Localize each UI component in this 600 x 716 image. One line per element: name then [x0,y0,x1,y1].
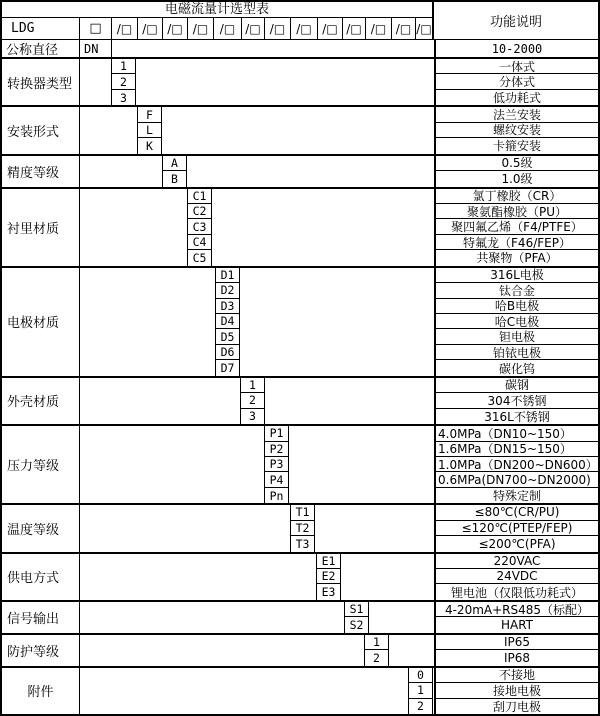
section-label: 温度等级 [2,505,80,551]
function-cell: 304不锈钢 [436,393,598,408]
function-cell: ≤120℃(PTEP/FEP) [436,521,598,536]
code-column [241,378,265,424]
section-label: 压力等级 [2,426,80,503]
function-cell: 钛合金 [436,283,598,298]
function-cell: 聚四氟乙烯（F4/PTFE） [436,219,598,234]
model-slot-box: /□ [343,18,366,39]
function-cell: 哈B电极 [436,299,598,314]
code-column [291,505,315,551]
code-column [138,107,162,153]
function-cell: 0.5级 [436,156,598,171]
code-cell: T2 [291,521,314,536]
function-cell: 特氟龙（F46/FEP） [436,235,598,250]
code-column [365,635,389,666]
function-cell: 低功耗式 [492,91,541,106]
table-title: 电磁流量计选型表 [2,2,432,18]
function-cell: 0.6MPa(DN700~DN2000) [436,472,598,487]
code-cell: F [138,107,161,122]
model-slot-box: /□ [188,18,214,39]
function-column [434,156,598,187]
model-code-row [2,18,432,39]
section-accessory [2,666,598,714]
code-cell: T1 [291,505,314,520]
section-protection [2,633,598,666]
code-cell: P4 [265,472,288,487]
model-slot-box: /□ [416,21,432,36]
code-cell: K [146,138,153,153]
header-left [2,2,434,39]
code-cell: 1 [241,378,264,393]
section-label: 安装形式 [2,107,80,153]
code-cell: A [163,156,186,171]
code-cell: 2 [417,699,424,714]
model-slot-box: /□ [291,18,318,39]
code-cell: 0 [409,668,432,683]
function-cell: 4-20mA+RS485（标配） [436,602,598,617]
section-filler [162,107,434,153]
model-size-box: □ [80,18,112,39]
code-cell: D5 [216,329,239,344]
section-filler [289,426,434,503]
code-cell: P2 [265,442,288,457]
function-cell: 特殊定制 [492,489,541,504]
function-cell: 不接地 [436,668,598,683]
code-cell: 3 [249,409,256,424]
function-cell: 316L电极 [436,268,598,283]
model-prefix: LDG [2,18,80,39]
code-cell: D1 [216,268,239,283]
code-column [345,602,369,633]
section-label: 信号输出 [2,602,80,633]
sections-container [2,57,598,714]
section-filler [187,156,434,187]
code-cell: Pn [269,488,284,503]
code-cell: S2 [349,618,364,633]
diameter-label: 公称直径 [2,40,80,57]
section-temperature [2,503,598,551]
section-indent [80,189,188,266]
section-converter [2,57,598,105]
section-indent [80,156,163,187]
section-filler [389,635,434,666]
model-slot-box: /□ [163,18,188,39]
function-cell: 锂电池（仅限低功耗式） [450,585,583,600]
function-cell: 4.0MPa（DN10~150） [436,426,598,441]
code-cell: 2 [112,74,135,89]
function-cell: 碳化钨 [498,361,535,376]
model-slot-box: /□ [265,18,291,39]
section-filler [136,59,434,105]
function-column [434,426,598,503]
diameter-row [2,39,598,57]
code-column [317,554,341,600]
code-cell: D6 [216,345,239,360]
function-column [434,668,598,714]
table-header-band [2,2,598,39]
function-column [434,378,598,424]
function-cell: 氯丁橡胶（CR） [436,189,598,204]
section-filler [265,378,434,424]
section-indent [80,602,345,633]
model-slot-box: /□ [138,18,163,39]
function-cell: 卡箍安装 [492,139,541,154]
function-column [434,554,598,600]
section-label: 精度等级 [2,156,80,187]
section-indent [80,505,291,551]
code-cell: T3 [295,536,310,551]
section-label: 供电方式 [2,554,80,600]
section-indent [80,635,365,666]
function-cell: 接地电极 [436,683,598,698]
code-column [216,268,240,376]
function-cell: ≤80℃(CR/PU) [436,505,598,520]
section-indent [80,554,317,600]
diameter-function: 10-2000 [434,40,598,57]
function-cell: 分体式 [436,74,598,89]
code-cell: P3 [265,457,288,472]
section-indent [80,378,241,424]
code-cell: P1 [265,426,288,441]
function-cell: 316L不锈钢 [484,409,550,424]
section-label: 衬里材质 [2,189,80,266]
function-cell: 1.0级 [501,172,533,187]
model-slot-box: /□ [366,18,392,39]
diameter-filler [112,40,434,57]
function-cell: 24VDC [436,569,598,584]
code-column [112,59,136,105]
code-cell: D3 [216,299,239,314]
model-slot-boxes [112,18,432,39]
code-cell: 1 [112,59,135,74]
section-indent [80,668,409,714]
function-cell: ≤200℃(PFA) [478,536,556,551]
section-signal [2,600,598,633]
section-indent [80,268,216,376]
function-cell: IP65 [436,635,598,650]
model-slot-box: /□ [392,18,416,39]
function-cell: 铂铱电极 [436,345,598,360]
diameter-code: DN [80,40,112,57]
section-electrode [2,266,598,376]
section-label: 防护等级 [2,635,80,666]
code-column [188,189,212,266]
function-column [434,59,598,105]
code-column [265,426,289,503]
code-cell: 3 [120,90,127,105]
section-filler [341,554,434,600]
code-cell: 1 [409,683,432,698]
function-cell: 1.0MPa（DN200~DN600） [438,457,598,472]
section-filler [369,602,434,633]
function-column [434,268,598,376]
section-lining [2,187,598,266]
code-cell: D4 [216,314,239,329]
code-cell: C1 [188,189,211,204]
code-cell: E1 [317,554,340,569]
section-filler [315,505,434,551]
code-cell: E3 [321,585,336,600]
code-cell: D7 [220,361,235,376]
function-cell: 聚氨酯橡胶（PU） [436,204,598,219]
section-installation [2,105,598,153]
section-filler [212,189,434,266]
function-column [434,189,598,266]
code-cell: C4 [188,235,211,250]
code-cell: C3 [188,219,211,234]
code-column [163,156,187,187]
model-slot-box: /□ [214,18,242,39]
code-cell: C2 [188,204,211,219]
section-label: 外壳材质 [2,378,80,424]
section-indent [80,59,112,105]
function-cell: 一体式 [436,59,598,74]
section-housing [2,376,598,424]
code-cell: C5 [192,250,207,265]
section-indent [80,107,138,153]
function-cell: 共聚物（PFA） [476,251,558,266]
function-cell: 钽电极 [436,329,598,344]
section-filler [240,268,434,376]
model-slot-box: /□ [242,18,265,39]
section-indent [80,426,265,503]
code-column [409,668,433,714]
function-cell: 碳钢 [436,378,598,393]
function-cell: IP68 [503,650,531,665]
section-power [2,552,598,600]
model-slot-box: /□ [112,18,138,39]
model-slot-box: /□ [318,18,343,39]
code-cell: E2 [317,569,340,584]
code-cell: S1 [345,602,368,617]
function-column [434,505,598,551]
code-cell: 2 [373,650,380,665]
function-cell: 刮刀电极 [492,699,541,714]
function-cell: HART [500,618,534,633]
section-label: 电极材质 [2,268,80,376]
code-cell: B [171,171,178,186]
function-column-header: 功能说明 [489,15,542,30]
section-label: 转换器类型 [2,59,80,105]
function-column [434,635,598,666]
code-cell: 2 [241,393,264,408]
function-column [434,107,598,153]
function-cell: 1.6MPa（DN15~150） [436,442,598,457]
function-cell: 220VAC [436,554,598,569]
code-cell: 1 [365,635,388,650]
code-cell: L [138,123,161,138]
function-cell: 哈C电极 [436,314,598,329]
section-pressure [2,424,598,503]
section-label: 附件 [2,668,80,714]
function-cell: 螺纹安装 [436,123,598,138]
section-accuracy [2,154,598,187]
function-cell: 法兰安装 [436,107,598,122]
function-column [434,602,598,633]
code-cell: D2 [216,283,239,298]
